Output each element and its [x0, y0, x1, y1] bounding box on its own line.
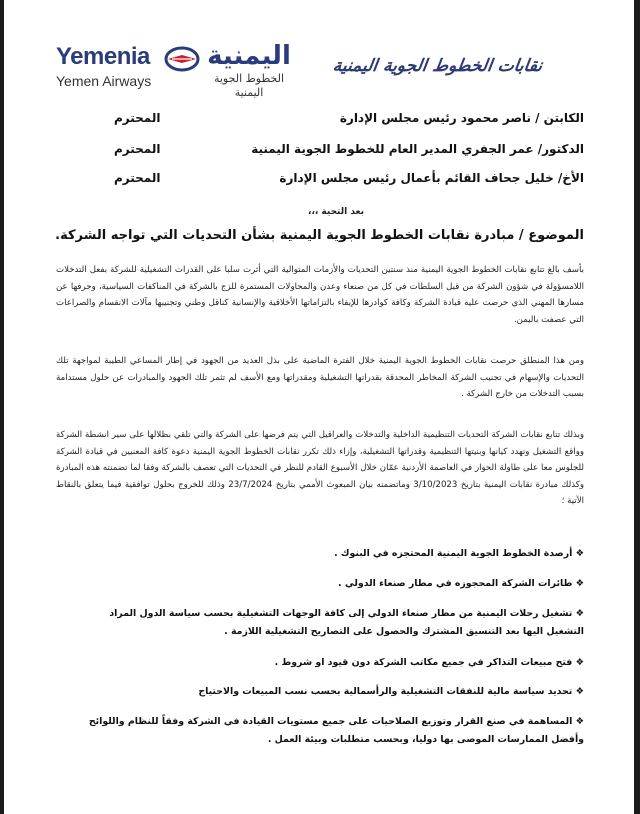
addressee-honorific-2: المحترم [114, 142, 161, 156]
addressee-honorific-1: المحترم [114, 111, 161, 125]
addressee-honorific-3: المحترم [114, 171, 161, 185]
greeting: بعد التحية ،،، [308, 207, 364, 217]
addressee-line-3: الأخ/ خليل جحاف القائم بأعمال رئيس مجلس الإدارة [279, 171, 584, 185]
bullet-item-1: ❖ أرصدة الخطوط الجوية اليمنية المحتجزه في البنوك . [334, 548, 584, 559]
union-title: نقابات الخطوط الجوية اليمنية [331, 56, 544, 76]
addressee-line-1: الكابتن / ناصر محمود رئيس مجلس الإدارة [339, 111, 584, 125]
bullet-item-5: ❖ تحديد سياسة مالية للنفقات التشغيلية والرأسمالية بحسب نسب المبيعات والاحتياج [198, 686, 584, 697]
logo-arabic-name: اليمنية [207, 41, 291, 71]
yemenia-logo-arabic [204, 40, 294, 100]
subject-line: الموضوع / مبادرة نقابات الخطوط الجوية اليمنية بشأن التحديات التي تواجه الشركة. [55, 228, 584, 243]
paragraph-2: ومن هذا المنطلق حرصت نقابات الخطوط الجوية اليمنية خلال الفترة الماضية على بذل العديد من الجهود في إطار المساعي الطيبة لمواجهة تلك التحديات والإسهام في تجنيب الشركة المخاطر المحدقة بقدراتها التشغيلية ومقدراتها ومع الأسف لم تثمر تلك الجهود والمبادرات عن حلول مستدامة بسبب التدخلات من خارج الشركة . [56, 356, 584, 399]
yemenia-emblem-icon [164, 44, 200, 78]
logo-brand-subtitle: Yemen Airways [56, 73, 152, 89]
bullet-item-6: ❖ المساهمة في صنع القرار وتوزيع الصلاحيات على جميع مستويات القيادة في الشركة وفقاً للنظام واللوائح وأفضل الممارسات الموصى بها دوليا، وبحسب متطلبات وبيئة العمل . [88, 716, 584, 745]
bullet-item-3: ❖ تشغيل رحلات اليمنية من مطار صنعاء الدولي إلى كافة الوجهات التشغيلية بحسب سياسة الدول المراد التشغيل اليها بعد التنسيق المشترك والحصول على التصاريح التشغيلية اللازمة . [109, 608, 584, 637]
bullet-item-4: ❖ فتح مبيعات التذاكر في جميع مكاتب الشركة دون قيود او شروط . [274, 657, 584, 668]
paragraph-1: بأسف بالغ تتابع نقابات الخطوط الجوية اليمنية منذ سنتين التحديات والأزمات المتوالية التي أثرت سلبا على القدرات التشغيلية للشركة بفعل التدخلات اللامسؤولة في شؤون الشركة من قبل السلطات في كل من صنعاء وعدن والمحاولات المستمرة للزج بالشركة في المناكفات السياسية، وحرفها عن مسارها المهني الذي حرصت عليه قيادة الشركة وكافة كوادرها للإيفاء بالتزاماتها الأخلاقية والإنسانية كناقل وطني وتجنيبها مآلات الانقسام والصراعات التي عصفت باليمن. [56, 265, 584, 325]
bullet-item-2: ❖ طائرات الشركة المحجوزه في مطار صنعاء الدولي . [338, 578, 584, 589]
paragraph-3: وبذلك تتابع نقابات الشركة التحديات التنظيمية الداخلية والتدخلات والعراقيل التي يتم فرضها على الشركة والتي تلقي بظلالها على سير انشطة الشركة وواقع التشغيل وتهدد كيانها وبنيتها التنظيمية وقدراتها التشغيلية، وإزاء ذلك تكرر نقابات الخطوط الجوية اليمنية دعوة كافة المعنيين في قيادة الشركة للجلوس معا على طاولة الحوار في العاصمة الأردنية عمّان خلال الأسبوع القادم للنظر في التحديات التي تعصف بالشركة وفقا لما تضمنته هذه المبادرة وكذلك مبادرة نقابات اليمنية بتاريخ 3/10/2023 وماتضمنه بيان المبعوث الأممي بتاريخ 23/7/2024 وذلك للخروج بحلول توافقية فيما يتعلق بالنقاط الآتية ؛ [56, 430, 585, 506]
logo-arabic-subtitle: الخطوط الجوية اليمنية [213, 72, 285, 99]
addressee-line-2: الدكتور/ عمر الجفري المدير العام للخطوط الجوية اليمنية [251, 142, 584, 156]
letter-page [4, 0, 634, 814]
logo-brand-name: Yemenia [56, 43, 150, 70]
